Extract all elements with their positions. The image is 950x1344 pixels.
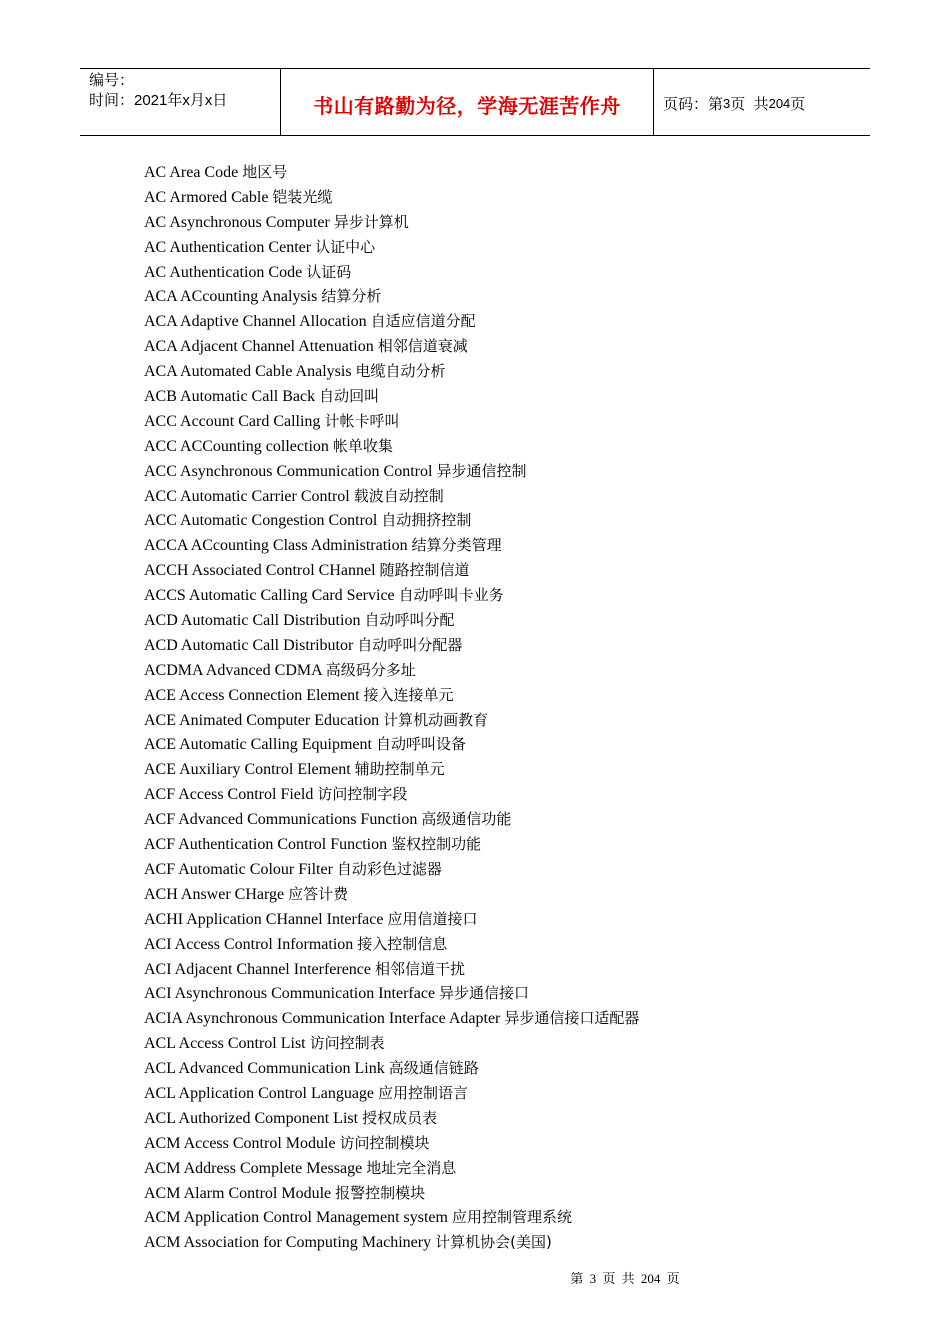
term-english: ACCS Automatic Calling Card Service (144, 587, 395, 605)
term-chinese: 访问控制模块 (339, 1133, 430, 1152)
term-english: ACA Adjacent Channel Attenuation (144, 338, 374, 356)
glossary-entry (144, 708, 639, 733)
page-header (80, 68, 870, 136)
glossary-entry (144, 1230, 639, 1255)
term-english: ACA Adaptive Channel Allocation (144, 313, 367, 331)
glossary-entry (144, 1106, 639, 1131)
term-chinese: 自动呼叫设备 (375, 735, 466, 754)
term-chinese: 接入连接单元 (363, 685, 454, 704)
term-chinese: 应答计费 (288, 884, 349, 903)
glossary-entry (144, 658, 639, 683)
term-english: ACB Automatic Call Back (144, 388, 316, 406)
term-chinese: 接入控制信息 (357, 934, 448, 953)
term-english: ACA ACcounting Analysis (144, 288, 318, 306)
term-english: ACF Authentication Control Function (144, 836, 388, 854)
glossary-entry (144, 1205, 639, 1230)
header-meta (80, 69, 281, 135)
term-chinese: 访问控制表 (309, 1034, 385, 1053)
header-page-info (654, 69, 870, 135)
term-chinese: 认证码 (306, 262, 352, 281)
document-time-label: 时间：2021年x月x日 (89, 92, 228, 109)
term-chinese: 应用控制管理系统 (451, 1208, 572, 1227)
glossary-entry (144, 932, 639, 957)
glossary-entry (144, 1031, 639, 1056)
glossary-entry (144, 732, 639, 757)
term-chinese: 应用信道接口 (387, 909, 478, 928)
term-chinese: 地址完全消息 (366, 1158, 457, 1177)
glossary-entry (144, 957, 639, 982)
glossary-entry (144, 757, 639, 782)
page-prefix: 页码：第 (663, 95, 724, 113)
glossary-entry (144, 334, 639, 359)
term-english: ACM Alarm Control Module (144, 1184, 332, 1202)
glossary-entry (144, 857, 639, 882)
glossary-entry (144, 434, 639, 459)
glossary-entry (144, 359, 639, 384)
term-chinese: 自动呼叫分配器 (357, 635, 463, 654)
term-english: ACCH Associated Control CHannel (144, 562, 376, 580)
term-english: AC Armored Cable (144, 188, 269, 206)
term-chinese: 地区号 (242, 163, 288, 181)
glossary-entry (144, 907, 639, 932)
glossary-entry (144, 882, 639, 907)
glossary-entry (144, 260, 639, 285)
term-english: ACC Automatic Carrier Control (144, 487, 350, 505)
term-chinese: 自动呼叫分配 (364, 611, 455, 630)
term-chinese: 高级码分多址 (325, 660, 416, 679)
document-number-label: 编号： (89, 72, 135, 89)
page-footer: 第 3 页 共 204 页 (570, 1271, 680, 1286)
term-chinese: 相邻信道衰减 (377, 337, 468, 356)
term-english: ACD Automatic Call Distribution (144, 612, 361, 630)
glossary-term-list (144, 160, 639, 1255)
term-chinese: 载波自动控制 (353, 486, 444, 505)
term-english: ACF Access Control Field (144, 786, 314, 804)
term-english: ACC ACCounting collection (144, 437, 329, 455)
term-english: ACC Asynchronous Communication Control (144, 462, 433, 480)
term-english: ACE Automatic Calling Equipment (144, 736, 372, 754)
term-english: ACF Automatic Colour Filter (144, 860, 333, 878)
glossary-entry (144, 459, 639, 484)
term-english: ACF Advanced Communications Function (144, 811, 418, 829)
term-chinese: 计算机协会(美国) (435, 1233, 552, 1252)
term-english: AC Asynchronous Computer (144, 213, 330, 231)
term-chinese: 异步通信接口 (439, 984, 530, 1003)
page-total-number: 204 (768, 95, 791, 111)
page-suffix: 页 (790, 95, 806, 113)
term-english: ACDMA Advanced CDMA (144, 661, 322, 679)
term-english: AC Area Code (144, 164, 239, 181)
term-chinese: 电缆自动分析 (355, 362, 446, 381)
glossary-entry (144, 832, 639, 857)
term-english: ACL Application Control Language (144, 1084, 375, 1102)
glossary-entry (144, 683, 639, 708)
term-chinese: 自适应信道分配 (370, 312, 476, 331)
term-chinese: 高级通信链路 (388, 1059, 479, 1078)
term-chinese: 随路控制信道 (379, 561, 470, 580)
header-motto: 书山有路勤为径，学海无涯苦作舟 (281, 69, 654, 135)
glossary-entry (144, 782, 639, 807)
term-english: ACM Access Control Module (144, 1134, 336, 1152)
term-chinese: 自动呼叫卡业务 (398, 586, 504, 605)
term-chinese: 铠装光缆 (272, 187, 333, 206)
term-english: ACI Adjacent Channel Interference (144, 960, 372, 978)
page-current-number: 3 (723, 95, 731, 111)
term-chinese: 高级通信功能 (421, 810, 512, 829)
term-chinese: 报警控制模块 (335, 1183, 426, 1202)
term-english: ACL Authorized Component List (144, 1109, 359, 1127)
page-mid: 页 共 (730, 95, 769, 113)
glossary-entry (144, 185, 639, 210)
term-chinese: 异步通信接口适配器 (504, 1009, 640, 1028)
term-english: AC Authentication Center (144, 238, 312, 256)
term-english: AC Authentication Code (144, 263, 303, 281)
term-english: ACL Access Control List (144, 1035, 306, 1053)
glossary-entry (144, 284, 639, 309)
term-chinese: 帐单收集 (332, 436, 393, 455)
glossary-entry (144, 633, 639, 658)
term-chinese: 异步通信控制 (436, 461, 527, 480)
term-english: ACC Automatic Congestion Control (144, 512, 378, 530)
term-english: ACM Association for Computing Machinery (144, 1234, 432, 1252)
glossary-entry (144, 1156, 639, 1181)
glossary-entry (144, 583, 639, 608)
term-english: ACI Access Control Information (144, 935, 354, 953)
term-english: ACE Animated Computer Education (144, 711, 380, 729)
term-chinese: 相邻信道干扰 (375, 959, 466, 978)
term-chinese: 访问控制字段 (317, 785, 408, 804)
term-chinese: 授权成员表 (362, 1108, 438, 1127)
term-english: ACIA Asynchronous Communication Interface Adapter (144, 1010, 501, 1028)
glossary-entry (144, 1131, 639, 1156)
glossary-entry (144, 484, 639, 509)
term-chinese: 计帐卡呼叫 (324, 411, 400, 430)
term-chinese: 结算分析 (321, 287, 382, 306)
glossary-entry (144, 384, 639, 409)
term-chinese: 自动拥挤控制 (381, 511, 472, 530)
glossary-entry (144, 210, 639, 235)
glossary-entry (144, 533, 639, 558)
glossary-entry (144, 608, 639, 633)
term-chinese: 辅助控制单元 (354, 760, 445, 779)
term-chinese: 鉴权控制功能 (391, 835, 482, 854)
glossary-entry (144, 409, 639, 434)
term-chinese: 计算机动画教育 (383, 710, 489, 729)
term-chinese: 应用控制语言 (378, 1083, 469, 1102)
term-english: ACC Account Card Calling (144, 412, 321, 430)
term-english: ACE Auxiliary Control Element (144, 761, 351, 779)
term-chinese: 自动回叫 (319, 387, 380, 406)
term-english: ACA Automated Cable Analysis (144, 363, 352, 381)
term-english: ACH Answer CHarge (144, 885, 285, 903)
glossary-entry (144, 160, 639, 185)
term-english: ACI Asynchronous Communication Interface (144, 985, 436, 1003)
term-english: ACE Access Connection Element (144, 686, 360, 704)
glossary-entry (144, 807, 639, 832)
glossary-entry (144, 508, 639, 533)
term-chinese: 异步计算机 (333, 212, 409, 231)
term-chinese: 自动彩色过滤器 (336, 859, 442, 878)
glossary-entry (144, 1006, 639, 1031)
term-english: ACL Advanced Communication Link (144, 1060, 385, 1078)
glossary-entry (144, 309, 639, 334)
glossary-entry (144, 1081, 639, 1106)
term-english: ACCA ACcounting Class Administration (144, 537, 408, 555)
term-chinese: 认证中心 (315, 237, 376, 256)
glossary-entry (144, 235, 639, 260)
term-english: ACM Address Complete Message (144, 1159, 363, 1177)
term-english: ACD Automatic Call Distributor (144, 636, 354, 654)
glossary-entry (144, 981, 639, 1006)
glossary-entry (144, 1056, 639, 1081)
glossary-entry (144, 558, 639, 583)
term-english: ACHI Application CHannel Interface (144, 910, 384, 928)
term-chinese: 结算分类管理 (411, 536, 502, 555)
glossary-entry (144, 1181, 639, 1206)
term-english: ACM Application Control Management system (144, 1209, 448, 1227)
